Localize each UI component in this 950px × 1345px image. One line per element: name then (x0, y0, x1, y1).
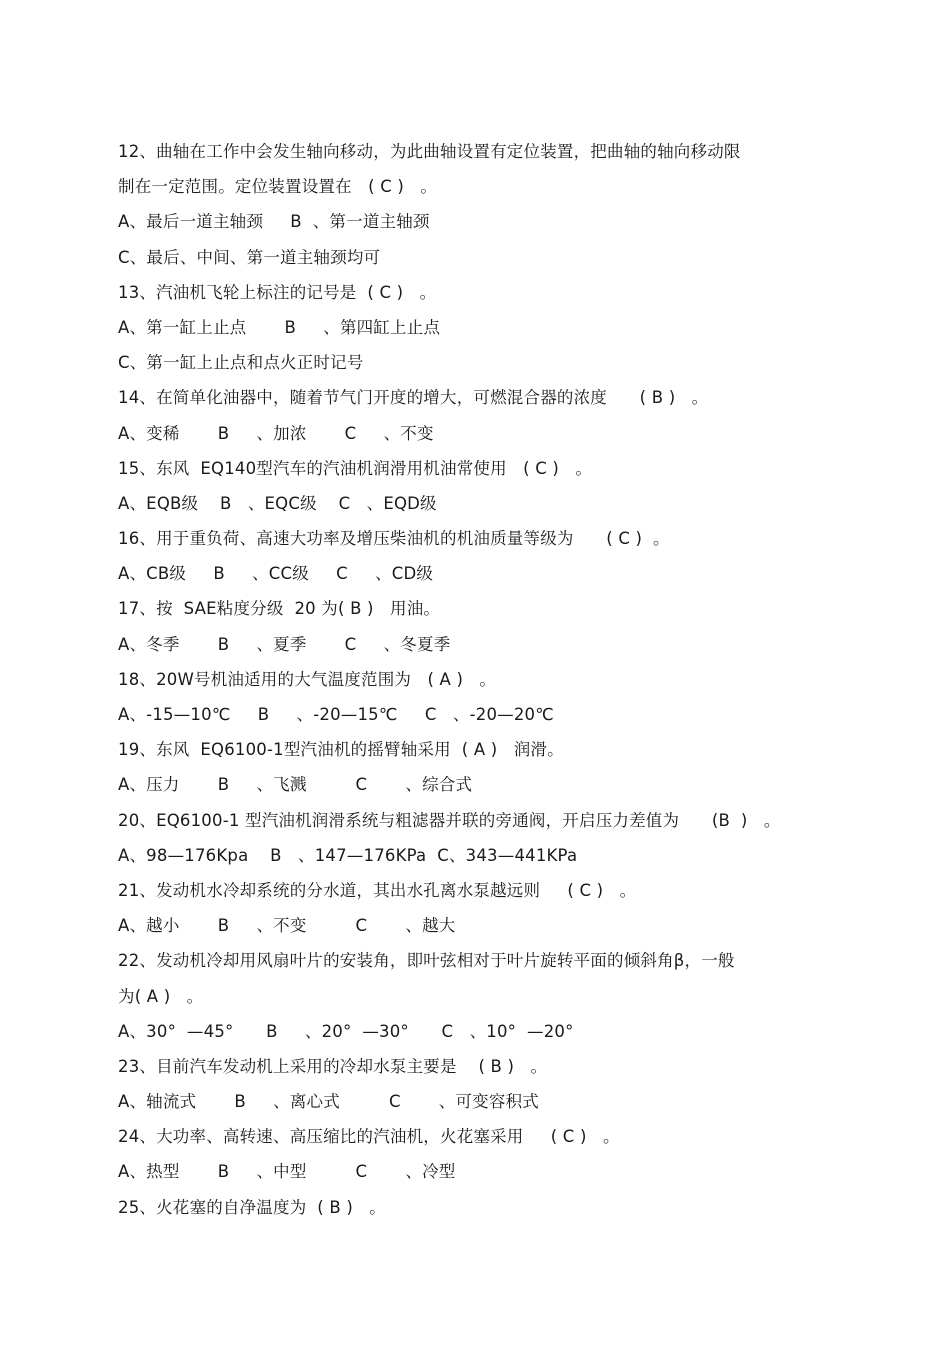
question-13-text: 13、汽油机飞轮上标注的记号是 ( C ) 。 (118, 282, 437, 302)
question-20-text: 20、EQ6100-1 型汽油机润滑系统与粗滤器并联的旁通阀，开启压力差值为 (B ) 。 (118, 810, 781, 830)
question-22-text-1: 22、发动机冷却用风扇叶片的安装角，即叶弦相对于叶片旋转平面的倾斜角β，一般 (118, 951, 735, 971)
question-25-text: 25、火花塞的自净温度为 ( B ) 。 (118, 1197, 387, 1217)
question-22-options: A、30° —45° B 、20° —30° C 、10° —20° (118, 1021, 574, 1041)
question-12-text-2: 制在一定范围。定位装置设置在 ( C ) 。 (118, 177, 438, 197)
question-23-options: A、轴流式 B 、离心式 C 、可变容积式 (118, 1092, 539, 1112)
question-23-text: 23、目前汽车发动机上采用的冷却水泵主要是 ( B ) 。 (118, 1056, 548, 1076)
question-12-text-1: 12、曲轴在工作中会发生轴向移动，为此曲轴设置有定位装置，把曲轴的轴向移动限 (118, 142, 741, 161)
question-22-text-2: 为( A ) 。 (118, 986, 204, 1006)
question-13-options-2: C、第一缸上止点和点火正时记号 (118, 353, 364, 373)
question-14-text: 14、在简单化油器中，随着节气门开度的增大，可燃混合器的浓度 ( B ) 。 (118, 388, 709, 408)
question-15-options: A、EQB级 B 、EQC级 C 、EQD级 (118, 493, 437, 513)
question-19-text: 19、东风 EQ6100-1型汽油机的摇臂轴采用 ( A ) 润滑。 (118, 740, 564, 760)
question-21-text: 21、发动机水冷却系统的分水道，其出水孔离水泵越远则 ( C ) 。 (118, 880, 637, 900)
question-16-text: 16、用于重负荷、高速大功率及增压柴油机的机油质量等级为 ( C ) 。 (118, 529, 670, 549)
question-24-options: A、热型 B 、中型 C 、冷型 (118, 1162, 456, 1182)
question-17-text: 17、按 SAE粘度分级 20 为( B ) 用油。 (118, 599, 441, 619)
question-14-options: A、变稀 B 、加浓 C 、不变 (118, 423, 434, 443)
question-18-options: A、-15—10℃ B 、-20—15℃ C 、-20—20℃ (118, 705, 554, 724)
question-12-options-1: A、最后一道主轴颈 B 、第一道主轴颈 (118, 212, 430, 232)
question-18-text: 18、20W号机油适用的大气温度范围为 ( A ) 。 (118, 669, 497, 689)
question-19-options: A、压力 B 、飞溅 C 、综合式 (118, 775, 473, 795)
question-16-options: A、CB级 B 、CC级 C 、CD级 (118, 564, 434, 584)
question-list (118, 140, 858, 1231)
question-17-options: A、冬季 B 、夏季 C 、冬夏季 (118, 634, 451, 654)
question-21-options: A、越小 B 、不变 C 、越大 (118, 916, 456, 936)
question-15-text: 15、东风 EQ140型汽车的汽油机润滑用机油常使用 ( C ) 。 (118, 458, 593, 478)
question-24-text: 24、大功率、高转速、高压缩比的汽油机，火花塞采用 ( C ) 。 (118, 1127, 620, 1147)
question-12-options-2: C、最后、中间、第一道主轴颈均可 (118, 247, 381, 267)
question-20-options: A、98—176Kpa B 、147—176KPa C、343—441KPa (118, 845, 578, 865)
question-13-options-1: A、第一缸上止点 B 、第四缸上止点 (118, 317, 441, 337)
